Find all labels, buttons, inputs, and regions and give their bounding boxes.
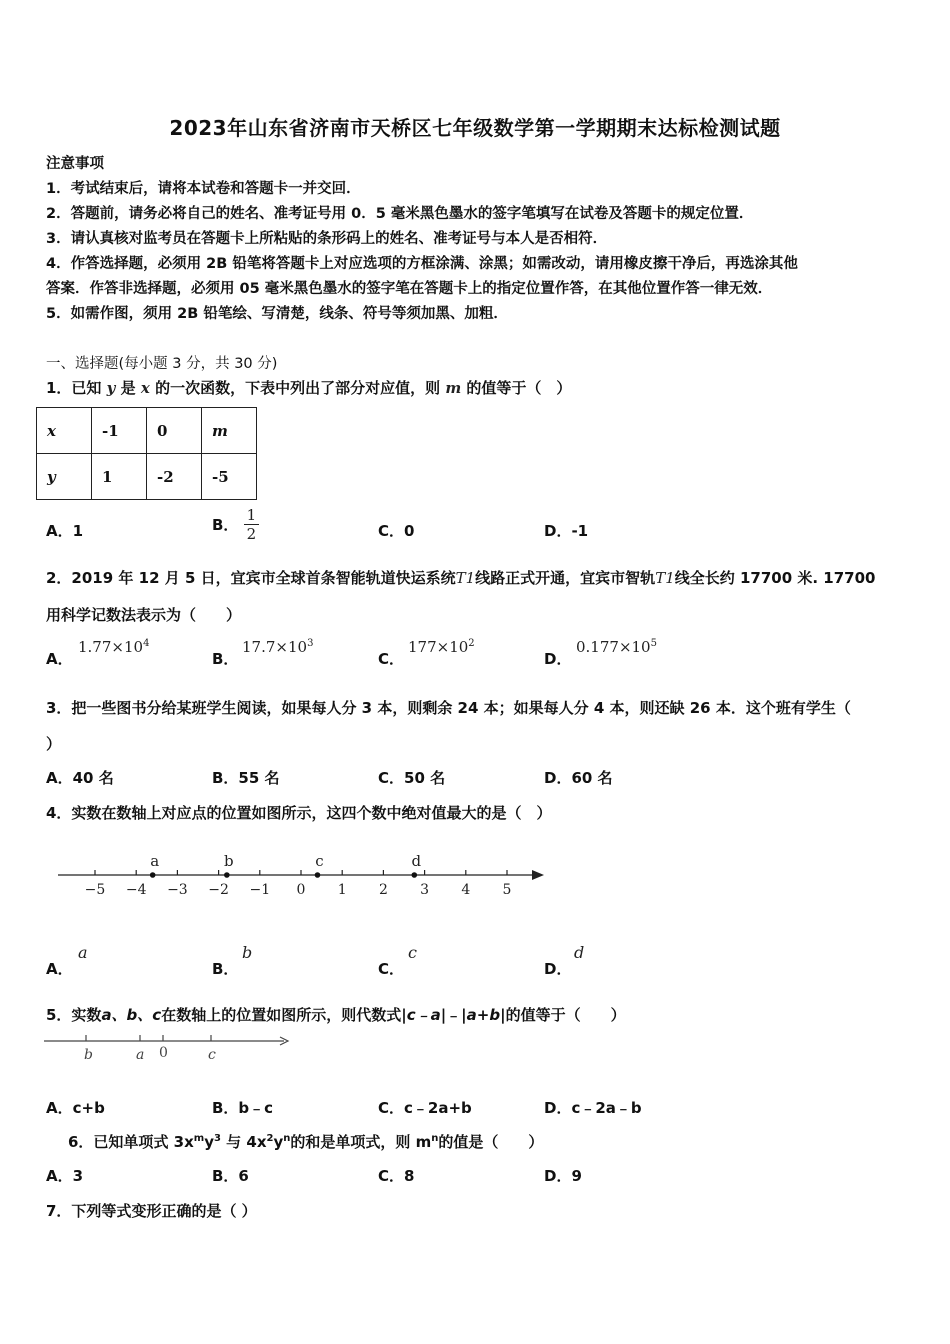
table-cell: -1: [92, 408, 147, 454]
option-b-value: $17.7\times 10^3$: [242, 638, 314, 656]
notice-item: 2．答题前，请务必将自己的姓名、准考证号用 0．5 毫米黑色墨水的签字笔填写在试卷及答题卡的规定位置．: [46, 206, 754, 222]
option-b: B．: [212, 960, 239, 978]
option-d: D．-1: [544, 522, 589, 540]
table-row: [37, 454, 257, 500]
page-title: 2023年山东省济南市天桥区七年级数学第一学期期末达标检测试题: [169, 116, 781, 140]
tick-label: 3: [420, 882, 430, 898]
question-5-stem: 5．实数a、b、c在数轴上的位置如图所示，则代数式|c﹣a|﹣|a+b|的值等于（ ）: [46, 1006, 626, 1024]
option-b: B．6: [212, 1167, 249, 1185]
point-c: [315, 872, 321, 878]
option-a: A．3: [46, 1167, 84, 1185]
table-cell: -5: [202, 454, 257, 500]
point-label-a: a: [150, 852, 160, 870]
notice-heading: 注意事项: [46, 156, 104, 172]
notice-item: 答案．作答非选择题，必须用 05 毫米黑色墨水的签字笔在答题卡上的指定位置作答，在其他位置作答一律无效．: [46, 281, 773, 297]
notice-item: 4．作答选择题，必须用 2B 铅笔将答题卡上对应选项的方框涂满、涂黑；如需改动，请用橡皮擦干净后，再选涂其他: [46, 256, 798, 272]
value-table: [36, 407, 257, 500]
option-c: C．: [378, 650, 405, 668]
label-c: c: [208, 1047, 216, 1063]
table-cell: 0: [147, 408, 202, 454]
arrow-head-icon: [532, 870, 544, 880]
option-d-value: $0.177\times 10^5$: [576, 638, 657, 656]
tick-label: 4: [461, 882, 471, 898]
tick-label: −2: [208, 882, 229, 898]
option-c: C．: [378, 960, 405, 978]
option-a: A．: [46, 650, 73, 668]
point-label-c: c: [315, 852, 324, 870]
label-0: 0: [159, 1045, 168, 1061]
point-label-d: d: [411, 852, 422, 870]
tick-label: 5: [502, 882, 512, 898]
table-cell: -2: [147, 454, 202, 500]
question-2-line-2: 用科学记数法表示为（ ）: [46, 606, 242, 624]
table-cell: m: [202, 408, 257, 454]
notice-item: 1．考试结束后，请将本试卷和答题卡一并交回．: [46, 181, 361, 197]
number-line-figure-2: [0, 1030, 320, 1070]
question-4-stem: 4．实数在数轴上对应点的位置如图所示，这四个数中绝对值最大的是（ ）: [46, 804, 552, 822]
option-a: A．40 名: [46, 769, 114, 787]
option-c: C．c﹣2a+b: [378, 1099, 472, 1117]
question-3-line-2: ）: [46, 735, 62, 753]
option-d: D．c﹣2a﹣b: [544, 1099, 642, 1117]
number-line-figure: [0, 840, 600, 910]
label-a: a: [136, 1047, 145, 1063]
tick-label: −5: [84, 882, 106, 898]
question-2-line-1: 2．2019 年 12 月 5 日，宜宾市全球首条智能轨道快运系统T1线路正式开通，宜宾市智轨T1线全长约 17700 米. 17700: [46, 569, 876, 587]
point-label-b: b: [224, 852, 234, 870]
tick-label: 2: [378, 882, 388, 898]
option-d: D．9: [544, 1167, 582, 1185]
option-b-value: b: [242, 943, 253, 962]
option-d: D．: [544, 650, 572, 668]
option-a: A．: [46, 960, 73, 978]
question-1-stem: 1．已知 y 是 x 的一次函数，下表中列出了部分对应值，则 m 的值等于（ ）: [46, 379, 572, 397]
option-c: C．8: [378, 1167, 415, 1185]
table-cell: y: [37, 454, 92, 500]
tick-label: −4: [125, 882, 147, 898]
table-cell: 1: [92, 454, 147, 500]
option-b: B．b﹣c: [212, 1099, 274, 1117]
option-a: A．c+b: [46, 1099, 105, 1117]
notice-item: 3．请认真核对监考员在答题卡上所粘贴的条形码上的姓名、准考证号与本人是否相符．: [46, 231, 608, 247]
tick-label: 1: [337, 882, 347, 898]
option-b: B．55 名: [212, 769, 280, 787]
option-a-value: $1.77\times 10^4$: [78, 638, 150, 656]
label-b: b: [84, 1047, 93, 1063]
option-c: C．50 名: [378, 769, 446, 787]
option-a-value: a: [78, 943, 88, 962]
tick-label: −1: [249, 882, 271, 898]
section-heading: 一、选择题(每小题 3 分，共 30 分): [46, 356, 278, 372]
point-d: [412, 872, 418, 878]
point-a: [150, 872, 156, 878]
tick-label: 0: [296, 882, 306, 898]
option-b: B． $\frac{1}{2}$: [212, 506, 259, 543]
option-d-value: d: [574, 943, 585, 962]
option-c: C．0: [378, 522, 415, 540]
option-d: D．: [544, 960, 572, 978]
table-cell: x: [37, 408, 92, 454]
option-a: A．1: [46, 522, 84, 540]
table-row: [37, 408, 257, 454]
notice-item: 5．如需作图，须用 2B 铅笔绘、写清楚，线条、符号等须加黑、加粗．: [46, 306, 508, 322]
question-7-stem: 7．下列等式变形正确的是（ ）: [46, 1202, 257, 1220]
option-c-value: $177\times 10^2$: [408, 638, 475, 656]
point-b: [224, 872, 230, 878]
fraction: $\frac{1}{2}$: [244, 506, 260, 543]
option-d: D．60 名: [544, 769, 613, 787]
option-c-value: c: [408, 943, 417, 962]
question-3-line-1: 3．把一些图书分给某班学生阅读，如果每人分 3 本，则剩余 24 本；如果每人分 4 本，则还缺 26 本．这个班有学生（: [46, 699, 851, 717]
option-b: B．: [212, 650, 239, 668]
question-6-stem: 6．已知单项式 $3x^my^3$ 与 $4x^2y^n$的和是单项式，则 $m^n$的值是（ ）: [68, 1133, 544, 1151]
tick-label: −3: [167, 882, 188, 898]
